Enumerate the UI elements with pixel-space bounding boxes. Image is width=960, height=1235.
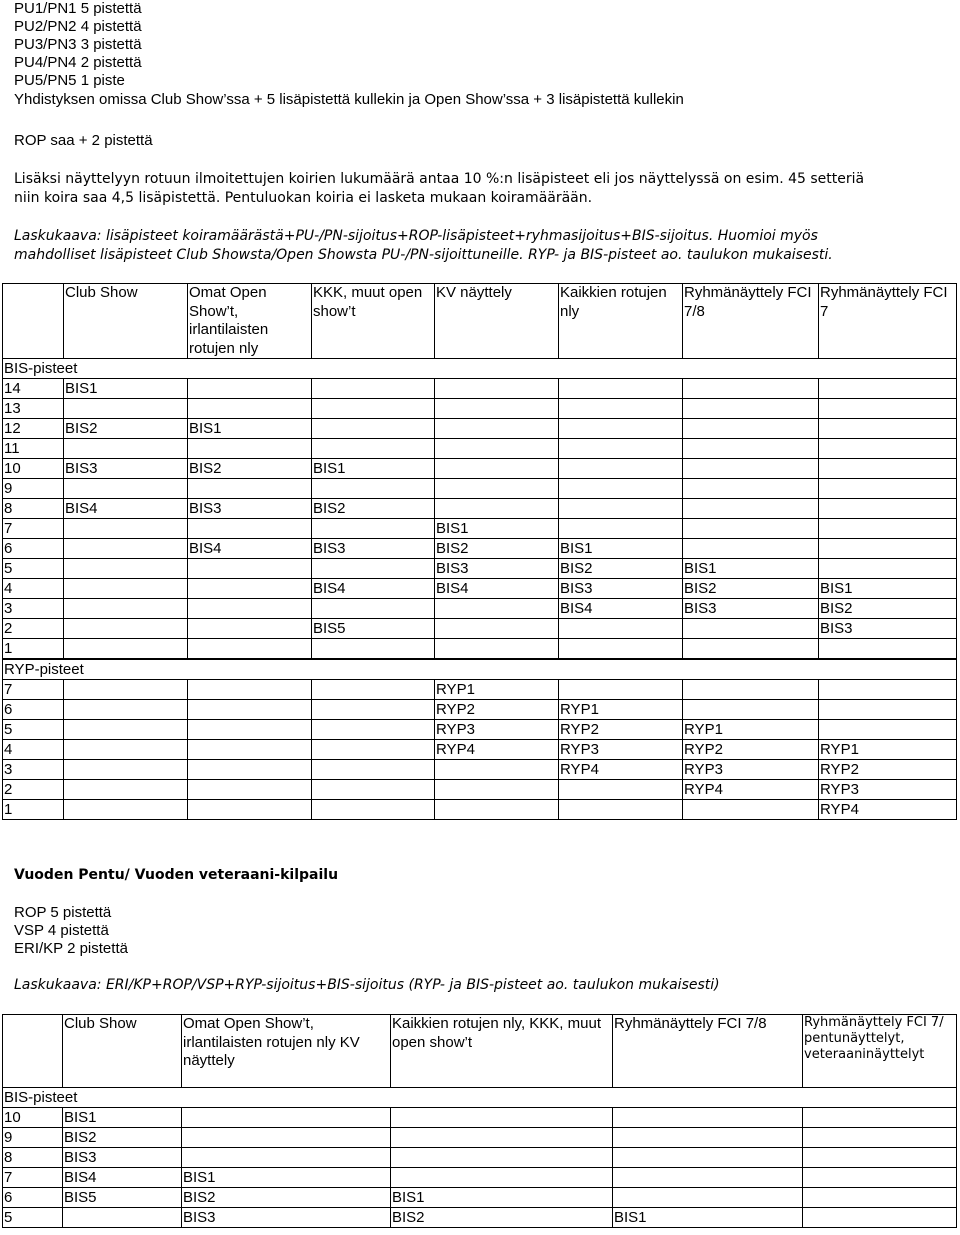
points-line-4: PU4/PN4 2 pistettä [14, 54, 142, 71]
placement-cell [64, 539, 188, 559]
placement-cell [683, 499, 819, 519]
placement-cell [559, 800, 683, 820]
placement-cell [64, 619, 188, 639]
placement-cell [312, 439, 435, 459]
points-value-cell: 7 [3, 519, 64, 539]
placement-cell [188, 639, 312, 660]
placement-cell [64, 740, 188, 760]
table-row [3, 780, 957, 800]
points-value-cell: 5 [3, 720, 64, 740]
table-row [3, 579, 957, 599]
rop-bonus-text: ROP saa + 2 pistettä [14, 132, 153, 149]
table-header-row [3, 284, 957, 359]
table-row [3, 499, 957, 519]
placement-cell: BIS3 [819, 619, 957, 639]
table-row [3, 760, 957, 780]
points-line-3: PU3/PN3 3 pistettä [14, 36, 142, 53]
placement-cell [559, 439, 683, 459]
section-2-title: Vuoden Pentu/ Vuoden veteraani-kilpailu [14, 867, 339, 883]
placement-cell [683, 639, 819, 660]
placement-cell [188, 740, 312, 760]
placement-cell [803, 1168, 957, 1188]
placement-cell [803, 1188, 957, 1208]
placement-cell [188, 439, 312, 459]
column-header: Kaikkien rotujen nly, KKK, muut open show’t [391, 1015, 613, 1088]
placement-cell [613, 1128, 803, 1148]
placement-cell: BIS2 [188, 459, 312, 479]
placement-cell [312, 559, 435, 579]
table-row [3, 1188, 957, 1208]
placement-cell: RYP2 [435, 700, 559, 720]
placement-cell [559, 499, 683, 519]
points-value-cell: 2 [3, 619, 64, 639]
placement-cell [312, 479, 435, 499]
placement-cell [188, 379, 312, 399]
placement-cell [312, 740, 435, 760]
points-value-cell: 6 [3, 1188, 63, 1208]
table-row [3, 1208, 957, 1228]
placement-cell [64, 559, 188, 579]
points-value-cell: 6 [3, 539, 64, 559]
placement-cell [312, 800, 435, 820]
placement-cell: BIS2 [819, 599, 957, 619]
placement-cell [188, 399, 312, 419]
placement-cell [683, 479, 819, 499]
placement-cell [64, 519, 188, 539]
placement-cell: BIS1 [819, 579, 957, 599]
placement-cell [819, 439, 957, 459]
placement-cell [819, 479, 957, 499]
extra-points-line-2: niin koira saa 4,5 lisäpistettä. Pentuluokan koiria ei lasketa mukaan koiramäärään. [14, 190, 593, 206]
points-value-cell: 14 [3, 379, 64, 399]
placement-cell [559, 619, 683, 639]
placement-cell [64, 399, 188, 419]
placement-cell [559, 379, 683, 399]
placement-cell: RYP4 [683, 780, 819, 800]
placement-cell: BIS5 [312, 619, 435, 639]
placement-cell [819, 680, 957, 700]
table-row [3, 379, 957, 399]
placement-cell [182, 1108, 391, 1128]
placement-cell [683, 439, 819, 459]
placement-cell [312, 700, 435, 720]
placement-cell: BIS3 [63, 1148, 182, 1168]
bis-points-label-row [3, 1088, 957, 1108]
column-header: Ryhmänäyttely FCI 7/8 [613, 1015, 803, 1088]
placement-cell: BIS2 [435, 539, 559, 559]
table-row [3, 459, 957, 479]
formula-line-1: Laskukaava: lisäpisteet koiramäärästä+PU-/PN-sijoitus+ROP-lisäpisteet+ryhmasijoitus+BIS-sijoitus. Huomioi myös [14, 228, 818, 244]
points-value-cell: 5 [3, 1208, 63, 1228]
placement-cell [312, 379, 435, 399]
placement-cell [819, 399, 957, 419]
placement-cell [819, 419, 957, 439]
placement-cell: BIS3 [435, 559, 559, 579]
placement-cell: BIS2 [182, 1188, 391, 1208]
placement-cell [188, 700, 312, 720]
points-value-cell: 5 [3, 559, 64, 579]
placement-cell [64, 479, 188, 499]
column-header: Club Show [64, 284, 188, 359]
points-value-cell: 10 [3, 459, 64, 479]
placement-cell: RYP3 [819, 780, 957, 800]
points-value-cell: 7 [3, 1168, 63, 1188]
placement-cell: BIS2 [312, 499, 435, 519]
placement-cell [683, 379, 819, 399]
placement-cell: BIS3 [683, 599, 819, 619]
points-value-cell: 10 [3, 1108, 63, 1128]
placement-cell: RYP1 [435, 680, 559, 700]
bis-points-label: BIS-pisteet [3, 1088, 957, 1108]
placement-cell [435, 479, 559, 499]
column-header: Ryhmänäyttely FCI 7/8 [683, 284, 819, 359]
placement-cell: RYP3 [683, 760, 819, 780]
puppy-veteran-points-table [2, 1014, 957, 1228]
column-header: Ryhmänäyttely FCI 7 [819, 284, 957, 359]
placement-cell [803, 1148, 957, 1168]
placement-cell [683, 519, 819, 539]
placement-cell: RYP4 [559, 760, 683, 780]
placement-cell [559, 780, 683, 800]
placement-cell [819, 519, 957, 539]
placement-cell: BIS2 [559, 559, 683, 579]
column-header [3, 284, 64, 359]
table-row [3, 439, 957, 459]
column-header: KV näyttely [435, 284, 559, 359]
placement-cell [683, 800, 819, 820]
ryp-points-label: RYP-pisteet [3, 659, 957, 680]
table-row [3, 1108, 957, 1128]
points-value-cell: 3 [3, 599, 64, 619]
table-row [3, 700, 957, 720]
placement-cell [435, 639, 559, 660]
placement-cell [613, 1148, 803, 1168]
placement-cell [188, 579, 312, 599]
points-line-5: PU5/PN5 1 piste [14, 72, 125, 89]
table-header-row [3, 1015, 957, 1088]
placement-cell [312, 780, 435, 800]
placement-cell [613, 1188, 803, 1208]
points2-line-3: ERI/KP 2 pistettä [14, 940, 128, 957]
placement-cell [64, 720, 188, 740]
placement-cell: RYP1 [683, 720, 819, 740]
placement-cell [312, 519, 435, 539]
placement-cell [188, 619, 312, 639]
placement-cell: RYP3 [559, 740, 683, 760]
placement-cell: BIS2 [64, 419, 188, 439]
placement-cell [64, 780, 188, 800]
placement-cell [391, 1168, 613, 1188]
points-value-cell: 3 [3, 760, 64, 780]
placement-cell: BIS4 [559, 599, 683, 619]
placement-cell: BIS1 [435, 519, 559, 539]
placement-cell [819, 720, 957, 740]
placement-cell [559, 479, 683, 499]
formula-line-2: mahdolliset lisäpisteet Club Showsta/Open Showsta PU-/PN-sijoittuneille. RYP- ja BIS-pisteet ao. taulukon mukaisesti. [14, 247, 833, 263]
table-row [3, 680, 957, 700]
placement-cell [819, 459, 957, 479]
column-header: Omat Open Show’t, irlantilaisten rotujen nly [188, 284, 312, 359]
placement-cell [435, 800, 559, 820]
placement-cell [803, 1108, 957, 1128]
placement-cell [188, 559, 312, 579]
placement-cell [182, 1128, 391, 1148]
table-row [3, 639, 957, 660]
placement-cell: BIS3 [312, 539, 435, 559]
points-value-cell: 7 [3, 680, 64, 700]
placement-cell [435, 499, 559, 519]
placement-cell [188, 720, 312, 740]
placement-cell [391, 1128, 613, 1148]
table-row [3, 399, 957, 419]
points-value-cell: 9 [3, 479, 64, 499]
table-row [3, 1148, 957, 1168]
placement-cell: BIS1 [64, 379, 188, 399]
placement-cell: BIS5 [63, 1188, 182, 1208]
bis-points-label-row [3, 359, 957, 379]
placement-cell [559, 399, 683, 419]
points-value-cell: 13 [3, 399, 64, 419]
placement-cell [188, 479, 312, 499]
placement-cell [64, 579, 188, 599]
points-value-cell: 8 [3, 1148, 63, 1168]
placement-cell [435, 619, 559, 639]
points2-line-1: ROP 5 pistettä [14, 904, 112, 921]
ryp-points-label-row [3, 659, 957, 680]
placement-cell: RYP1 [819, 740, 957, 760]
placement-cell [64, 700, 188, 720]
placement-cell [312, 399, 435, 419]
placement-cell [63, 1208, 182, 1228]
table-row [3, 559, 957, 579]
placement-cell: BIS2 [391, 1208, 613, 1228]
placement-cell: BIS3 [188, 499, 312, 519]
placement-cell [435, 419, 559, 439]
placement-cell [435, 439, 559, 459]
placement-cell [312, 760, 435, 780]
placement-cell [683, 419, 819, 439]
placement-cell [188, 599, 312, 619]
placement-cell: BIS1 [188, 419, 312, 439]
placement-cell: RYP3 [435, 720, 559, 740]
placement-cell [435, 459, 559, 479]
placement-cell [182, 1148, 391, 1168]
placement-cell [819, 499, 957, 519]
table-row [3, 619, 957, 639]
bis-points-label: BIS-pisteet [3, 359, 957, 379]
table-row [3, 599, 957, 619]
placement-cell: BIS3 [559, 579, 683, 599]
placement-cell: BIS4 [435, 579, 559, 599]
placement-cell: BIS1 [683, 559, 819, 579]
placement-cell [312, 680, 435, 700]
placement-cell [803, 1128, 957, 1148]
placement-cell: BIS1 [613, 1208, 803, 1228]
placement-cell [819, 700, 957, 720]
placement-cell [435, 379, 559, 399]
extra-points-line-1: Lisäksi näyttelyyn rotuun ilmoitettujen koirien lukumäärä antaa 10 %:n lisäpisteet eli jos näyttelyssä on esim. 45 setteriä [14, 171, 865, 187]
placement-cell [819, 379, 957, 399]
placement-cell: BIS4 [64, 499, 188, 519]
placement-cell [64, 760, 188, 780]
placement-cell [64, 680, 188, 700]
points-line-2: PU2/PN2 4 pistettä [14, 18, 142, 35]
placement-cell [312, 599, 435, 619]
placement-cell [64, 800, 188, 820]
placement-cell [683, 619, 819, 639]
points-value-cell: 1 [3, 800, 64, 820]
points-value-cell: 4 [3, 579, 64, 599]
points-value-cell: 9 [3, 1128, 63, 1148]
table-row [3, 1168, 957, 1188]
table-row [3, 419, 957, 439]
column-header: Kaikkien rotujen nly [559, 284, 683, 359]
points-value-cell: 11 [3, 439, 64, 459]
table-row [3, 1128, 957, 1148]
placement-cell: BIS1 [312, 459, 435, 479]
placement-cell [559, 459, 683, 479]
points-value-cell: 4 [3, 740, 64, 760]
placement-cell [64, 439, 188, 459]
placement-cell [559, 680, 683, 700]
placement-cell [64, 599, 188, 619]
placement-cell: RYP2 [683, 740, 819, 760]
placement-cell: BIS1 [559, 539, 683, 559]
placement-cell [435, 599, 559, 619]
placement-cell: RYP1 [559, 700, 683, 720]
column-header: Club Show [63, 1015, 182, 1088]
placement-cell [391, 1148, 613, 1168]
placement-cell [819, 539, 957, 559]
points-value-cell: 8 [3, 499, 64, 519]
placement-cell [391, 1108, 613, 1128]
placement-cell [188, 760, 312, 780]
placement-cell [613, 1108, 803, 1128]
placement-cell [312, 720, 435, 740]
placement-cell [188, 680, 312, 700]
column-header: Ryhmänäyttely FCI 7/ pentunäyttelyt, veteraaninäyttelyt [803, 1015, 957, 1088]
column-header: Omat Open Show’t, irlantilaisten rotujen nly KV näyttely [182, 1015, 391, 1088]
placement-cell [188, 780, 312, 800]
placement-cell: BIS1 [182, 1168, 391, 1188]
formula2-text: Laskukaava: ERI/KP+ROP/VSP+RYP-sijoitus+BIS-sijoitus (RYP- ja BIS-pisteet ao. taulukon mukaisesti) [14, 977, 720, 993]
placement-cell [559, 419, 683, 439]
placement-cell: BIS3 [64, 459, 188, 479]
placement-cell: BIS3 [182, 1208, 391, 1228]
placement-cell: BIS4 [312, 579, 435, 599]
placement-cell: BIS2 [63, 1128, 182, 1148]
points-value-cell: 6 [3, 700, 64, 720]
placement-cell [435, 780, 559, 800]
placement-cell: BIS1 [391, 1188, 613, 1208]
placement-cell [683, 459, 819, 479]
placement-cell [683, 680, 819, 700]
placement-cell: RYP2 [559, 720, 683, 740]
table-row [3, 519, 957, 539]
bis-ryp-points-table [2, 283, 957, 820]
placement-cell: BIS4 [188, 539, 312, 559]
placement-cell [683, 700, 819, 720]
placement-cell [683, 399, 819, 419]
points-line-1: PU1/PN1 5 pistettä [14, 0, 142, 17]
placement-cell [64, 639, 188, 660]
placement-cell: RYP4 [435, 740, 559, 760]
placement-cell [803, 1208, 957, 1228]
points-value-cell: 2 [3, 780, 64, 800]
column-header: KKK, muut open show’t [312, 284, 435, 359]
placement-cell [435, 399, 559, 419]
table-row [3, 800, 957, 820]
points-value-cell: 1 [3, 639, 64, 660]
placement-cell [559, 519, 683, 539]
table-row [3, 539, 957, 559]
table-row [3, 479, 957, 499]
placement-cell [188, 800, 312, 820]
placement-cell [559, 639, 683, 660]
placement-cell [819, 559, 957, 579]
club-bonus-text: Yhdistyksen omissa Club Show’ssa + 5 lisäpistettä kullekin ja Open Show’ssa + 3 lisäpistettä kullekin [14, 91, 684, 108]
table-row [3, 720, 957, 740]
placement-cell: BIS4 [63, 1168, 182, 1188]
placement-cell: BIS2 [683, 579, 819, 599]
column-header [3, 1015, 63, 1088]
placement-cell [188, 519, 312, 539]
placement-cell [683, 539, 819, 559]
placement-cell: RYP4 [819, 800, 957, 820]
placement-cell [613, 1168, 803, 1188]
placement-cell [435, 760, 559, 780]
table-row [3, 740, 957, 760]
placement-cell [819, 639, 957, 660]
placement-cell: BIS1 [63, 1108, 182, 1128]
placement-cell [312, 639, 435, 660]
placement-cell [312, 419, 435, 439]
points-value-cell: 12 [3, 419, 64, 439]
placement-cell: RYP2 [819, 760, 957, 780]
points2-line-2: VSP 4 pistettä [14, 922, 109, 939]
